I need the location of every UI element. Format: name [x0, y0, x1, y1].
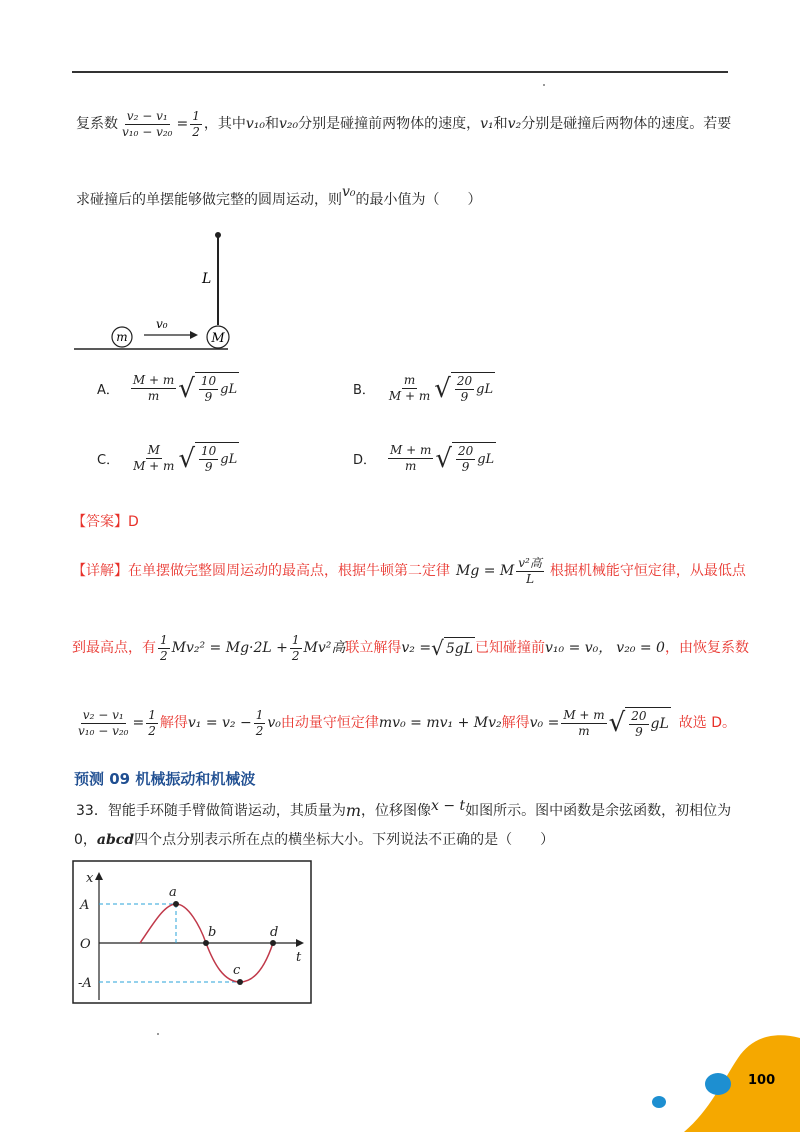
label-O: O — [80, 937, 91, 952]
q33-abcd: abcd — [96, 832, 135, 848]
label-a: a — [169, 885, 177, 900]
option-d[interactable]: D． $\frac{M + m}{m}$ √ $\frac{20}{9}$ gL — [353, 443, 495, 474]
option-c[interactable]: C． $\frac{M}{M + m}$ √ $\frac{10}{9}$ gL — [97, 443, 238, 474]
eq8-sqrt: √ $\frac{20}{9}$ gL — [608, 708, 669, 739]
option-a-label: A． — [97, 383, 119, 398]
pivot-point — [215, 232, 221, 238]
point-c — [237, 979, 243, 985]
eq1-fraction: $\frac{\text{v²高}}{L}$ — [518, 555, 542, 586]
var-v0: v₀ — [342, 184, 356, 200]
text-suffix-2: 的最小值为（ ） — [355, 192, 482, 208]
q33-m: m — [345, 801, 361, 820]
var-v20: v₂₀ — [279, 116, 299, 132]
displacement-graph — [72, 860, 314, 1006]
text-prefix: 复系数 — [76, 116, 118, 132]
eq1-left: Mg = M — [456, 563, 515, 579]
label-negA: -A — [78, 976, 92, 991]
eq8: v₀ = — [529, 715, 560, 731]
section-heading: 预测 09 机械振动和机械波 — [74, 770, 256, 788]
corner-decoration — [640, 1030, 800, 1132]
arrow-head — [190, 331, 198, 339]
detail-t7: 解得 — [159, 715, 188, 731]
label-d: d — [270, 925, 279, 940]
detail-t9: 解得 — [501, 715, 530, 731]
label-b: b — [208, 925, 217, 940]
label-A: A — [80, 898, 90, 913]
equals-sign-2: = — [132, 715, 145, 731]
half-fraction-2: $\frac{1}{2}$ — [160, 632, 168, 663]
dot-mark — [543, 84, 545, 86]
point-a — [173, 901, 179, 907]
detail-line-1 — [72, 546, 746, 596]
half-fraction-4: $\frac{1}{2}$ — [148, 707, 156, 738]
detail-t1: 在单摆做完整圆周运动的最高点，根据牛顿第二定律 — [128, 563, 450, 579]
option-c-label: C． — [97, 453, 120, 468]
q33-c: 如图所示。图中函数是余弦函数，初相位为 — [465, 803, 732, 819]
label-M: M — [211, 331, 225, 346]
text-mid1: ，其中 — [203, 116, 246, 132]
eq4: v₁₀ = v₀， — [545, 640, 613, 656]
q33-line2-b: 四个点分别表示所在点的横坐标大小。下列说法不正确的是（ ） — [134, 832, 555, 848]
half-fraction-5: $\frac{1}{2}$ — [255, 707, 264, 738]
text-mid3: 分别是碰撞后两物体的速度。若要 — [521, 116, 732, 132]
orange-shape — [684, 1035, 800, 1132]
text-and1: 和 — [265, 116, 279, 132]
q33-xt: x − t — [431, 798, 466, 814]
label-m: m — [116, 330, 128, 344]
detail-t10: 故选 D。 — [678, 715, 737, 731]
detail-t6: ，由恢复系数 — [664, 640, 749, 656]
pendulum-figure — [70, 225, 250, 355]
q33-line2-a: 0， — [74, 832, 97, 848]
text-and2: 和 — [493, 116, 508, 132]
var-v10: v₁₀ — [245, 116, 265, 132]
eq8-fraction: $\frac{M + m}{m}$ — [563, 707, 605, 738]
answer-text: 【答案】D — [72, 514, 139, 530]
var-v2: v₂ — [507, 116, 522, 132]
option-b-label: B． — [353, 383, 375, 398]
var-v1: v₁ — [480, 116, 494, 132]
detail-t4: 联立解得 — [345, 640, 402, 656]
label-L: L — [202, 271, 212, 287]
text-mid2: 分别是碰撞前两物体的速度， — [298, 116, 481, 132]
option-a[interactable]: A． $\frac{M + m}{m}$ √ $\frac{10}{9}$ gL — [97, 373, 238, 404]
q33-a: 33．智能手环随手臂做简谐运动，其质量为 — [76, 803, 346, 819]
detail-t5: 已知碰撞前 — [475, 640, 545, 656]
label-v0: v₀ — [156, 317, 168, 331]
q33-b: ，位移图像 — [361, 803, 431, 819]
eq6: v₁ = v₂ − — [187, 715, 252, 731]
detail-t2: 根据机械能守恒定律，从最低点 — [549, 563, 746, 579]
label-c: c — [233, 963, 241, 978]
dot-mark-2 — [157, 1033, 159, 1035]
text-prefix-2: 求碰撞后的单摆能够做完整的圆周运动，则 — [76, 192, 342, 208]
eq6b: v₀ — [267, 715, 281, 731]
page-number: 100 — [748, 1073, 776, 1088]
detail-line-3 — [74, 698, 736, 748]
detail-t8: 由动量守恒定律 — [280, 715, 379, 731]
eq3: v₂ = — [401, 640, 432, 656]
equals-sign: = — [176, 116, 189, 132]
restitution-fraction: $\frac{\text{v₂ − v₁}}{\text{v₁₀ − v₂₀}}$ — [122, 108, 173, 139]
question-line-2 — [76, 184, 482, 210]
header-rule — [72, 71, 728, 73]
option-d-label: D． — [353, 453, 377, 468]
point-b — [203, 940, 209, 946]
question-line-1 — [76, 102, 731, 146]
q33-line-1 — [76, 798, 732, 821]
teal-dot-small — [652, 1096, 666, 1108]
option-b[interactable]: B． $\frac{m}{M + m}$ √ $\frac{20}{9}$ gL — [353, 373, 494, 404]
detail-line-2 — [72, 628, 749, 668]
eq5: v₂₀ = 0 — [616, 640, 665, 656]
eq2b: Mv²高 — [303, 640, 346, 656]
detail-label: 【详解】 — [72, 563, 128, 579]
label-t: t — [296, 950, 302, 965]
detail-t3: 到最高点，有 — [72, 640, 156, 656]
half-fraction: $\frac{1}{2}$ — [192, 108, 200, 139]
half-fraction-3: $\frac{1}{2}$ — [291, 632, 300, 663]
point-d — [270, 940, 276, 946]
eq3-sqrt: √ 5gL — [431, 636, 473, 660]
q33-line-2 — [74, 830, 554, 850]
label-x: x — [86, 871, 94, 886]
eq2: Mv₂² = Mg·2L + — [171, 640, 288, 656]
teal-dot-large — [705, 1073, 731, 1095]
eq7: mv₀ = mv₁ + Mv₂ — [378, 715, 502, 731]
restitution-fraction-2: $\frac{\text{v₂ − v₁}}{\text{v₁₀ − v₂₀}}$ — [78, 707, 129, 738]
